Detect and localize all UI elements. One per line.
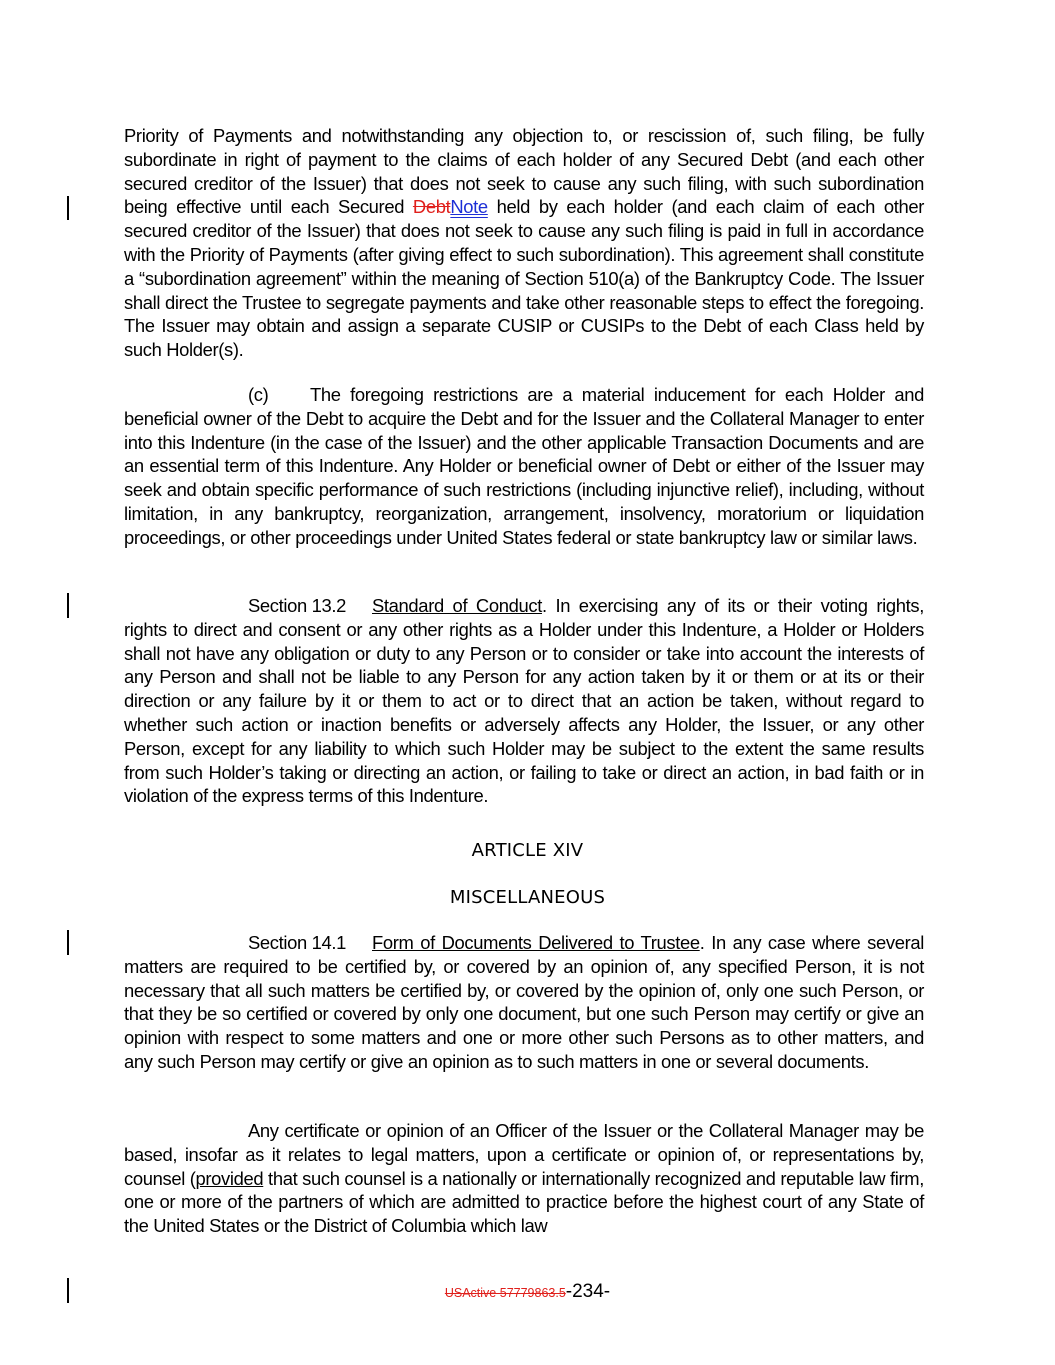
paragraph-c	[124, 383, 924, 550]
section-title: Form of Documents Delivered to Trustee	[372, 932, 700, 953]
article-title: MISCELLANEOUS	[449, 887, 606, 908]
paragraph-priority-of-payments	[124, 124, 924, 362]
page-number: -234-	[565, 1281, 611, 1302]
paragraph-certificate-opinion	[124, 1119, 924, 1238]
article-number: ARTICLE XIV	[471, 840, 584, 861]
paragraph-label: (c)	[248, 384, 269, 405]
change-bar	[67, 196, 69, 220]
deleted-text: Debt	[412, 196, 451, 218]
deleted-doc-id: USActive 57779863.5	[444, 1286, 566, 1300]
section-title: Standard of Conduct	[372, 595, 542, 616]
inserted-text: Note	[450, 196, 488, 218]
paragraph-text: that such counsel is a nationally or internationally recognized and reputable law firm, one or more of the partners of which are admitted to practice before the highest court of any State of the United States or the District of Columbia which law	[124, 1167, 924, 1237]
paragraph-text: held by each holder (and each claim of each other secured creditor of the Issuer) that does not seek to cause any such filing is paid in full in accordance with the Priority of Payments (after giving effect to such subordination). This agreement shall constitute a “subordination agreement” within the meaning of Section 510(a) of the Bankruptcy Code. The Issuer shall direct the Trustee to segregate payments and take other reasonable steps to effect the foregoing. The Issuer may obtain and assign a separate CUSIP or CUSIPs to the Debt of each Class held by such Holder(s).	[124, 196, 924, 361]
section-text: . In any case where several matters are required to be certified by, or covered by an opinion of, any specified Person, it is not necessary that all such matters be certified by, or covered by the opinion of, only one such Person, or that they be so certified or covered by only one document, but one such Person may certify or give an opinion with respect to some matters and one or more other such Persons as to other matters, and any such Person may certify or give an opinion as to such matters in one or several documents.	[124, 932, 924, 1072]
underlined-term: provided	[195, 1167, 264, 1189]
section-14-1	[124, 931, 924, 1074]
section-number: Section 13.2	[248, 595, 347, 616]
change-bar	[67, 930, 69, 955]
change-bar	[67, 593, 69, 618]
section-13-2	[124, 594, 924, 808]
section-text: . In exercising any of its or their voting rights, rights to direct and consent or any other rights as a Holder under this Indenture, a Holder or Holders shall not have any obligation or duty to any Person or to consider or take into account the interests of any Person and shall not be liable to any Person for any action taken by it or them or at its or their direction or any failure by it or them to act or to direct that an action be taken, without regard to whether such action or inaction benefits or adversely affects any Holder, the Issuer, or any other Person, except for any liability to which such Holder may be subject to the extent the same results from such Holder’s taking or directing an action, or failing to take or direct an action, in bad faith or in violation of the express terms of this Indenture.	[124, 595, 924, 807]
section-number: Section 14.1	[248, 932, 347, 953]
paragraph-text: The foregoing restrictions are a material inducement for each Holder and beneficial owner of the Debt to acquire the Debt and for the Issuer and the Collateral Manager to enter into this Indenture (in the case of the Issuer) and the other applicable Transaction Documents and are an essential term of this Indenture. Any Holder or beneficial owner of Debt or either of the Issuer may seek and obtain specific performance of such restrictions (including injunctive relief), including, without limitation, in any bankruptcy, reorganization, arrangement, insolvency, moratorium or liquidation proceedings, or other proceedings under United States federal or state bankruptcy law or similar laws.	[124, 384, 924, 548]
paragraph-text: Any certificate or opinion of an Officer of the Issuer or the Collateral Manager may be based, insofar as it relates to legal matters, upon a certificate or opinion of, or representations by, counsel (	[124, 1120, 924, 1189]
page-footer	[0, 1281, 1055, 1303]
paragraph-text: Priority of Payments and notwithstanding any objection to, or rescission of, such filing, be fully subordinate in right of payment to the claims of each holder of any Secured Debt (and each other secured creditor of the Issuer) that does not seek to cause any such filing, with such subordination being effective until each Secured	[124, 125, 924, 218]
